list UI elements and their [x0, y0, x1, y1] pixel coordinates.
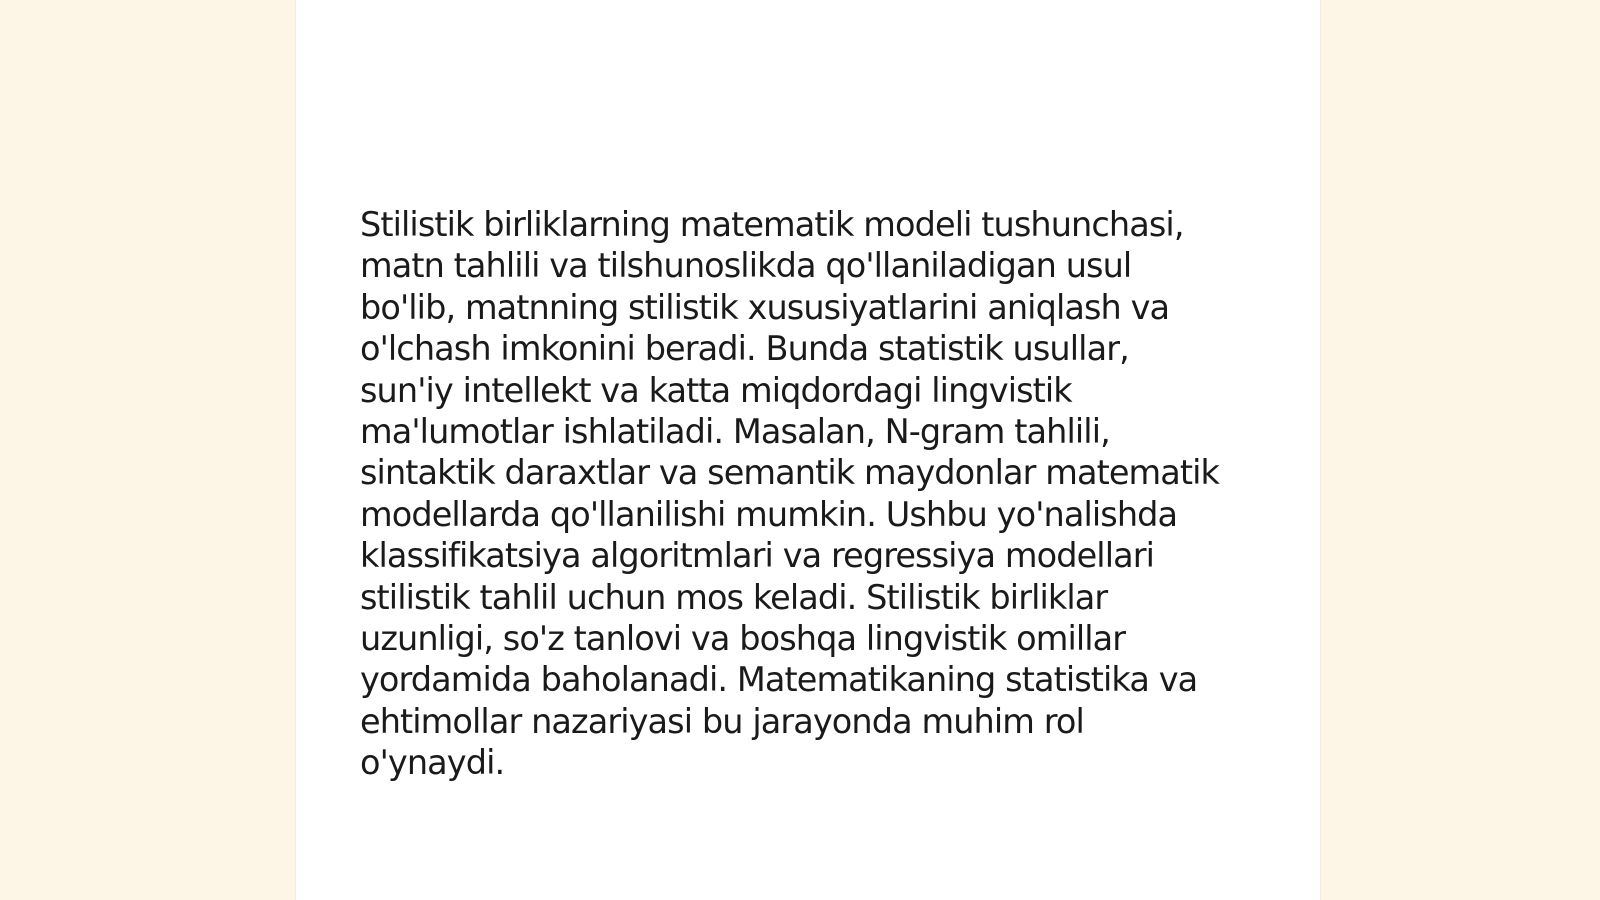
text-line: matn tahlili va tilshunoslikda qo'llaniladigan usul — [360, 246, 1132, 286]
text-line: klassifikatsiya algoritmlari va regressiya modellari — [360, 536, 1155, 576]
text-line: sintaktik daraxtlar va semantik maydonlar matematik — [360, 453, 1220, 493]
text-line: modellarda qo'llanilishi mumkin. Ushbu yo'nalishda — [360, 494, 1178, 534]
slide-body-text — [360, 204, 1240, 784]
text-line: o'lchash imkonini beradi. Bunda statistik usullar, — [360, 329, 1129, 369]
text-line: Stilistik birliklarning matematik modeli tushunchasi, — [360, 205, 1184, 244]
text-line: ehtimollar nazariyasi bu jarayonda muhim rol — [360, 701, 1084, 741]
text-line: yordamida baholanadi. Matematikaning statistika va — [360, 660, 1198, 700]
text-line: o'ynaydi. — [360, 743, 505, 783]
text-line: ma'lumotlar ishlatiladi. Masalan, N-gram tahlili, — [360, 412, 1110, 452]
text-line: stilistik tahlil uchun mos keladi. Stilistik birliklar — [360, 577, 1108, 617]
text-line: bo'lib, matnning stilistik xususiyatlarini aniqlash va — [360, 287, 1170, 327]
slide — [296, 0, 1320, 900]
text-line: sun'iy intellekt va katta miqdordagi lingvistik — [360, 370, 1072, 410]
text-line: uzunligi, so'z tanlovi va boshqa lingvistik omillar — [360, 619, 1126, 659]
